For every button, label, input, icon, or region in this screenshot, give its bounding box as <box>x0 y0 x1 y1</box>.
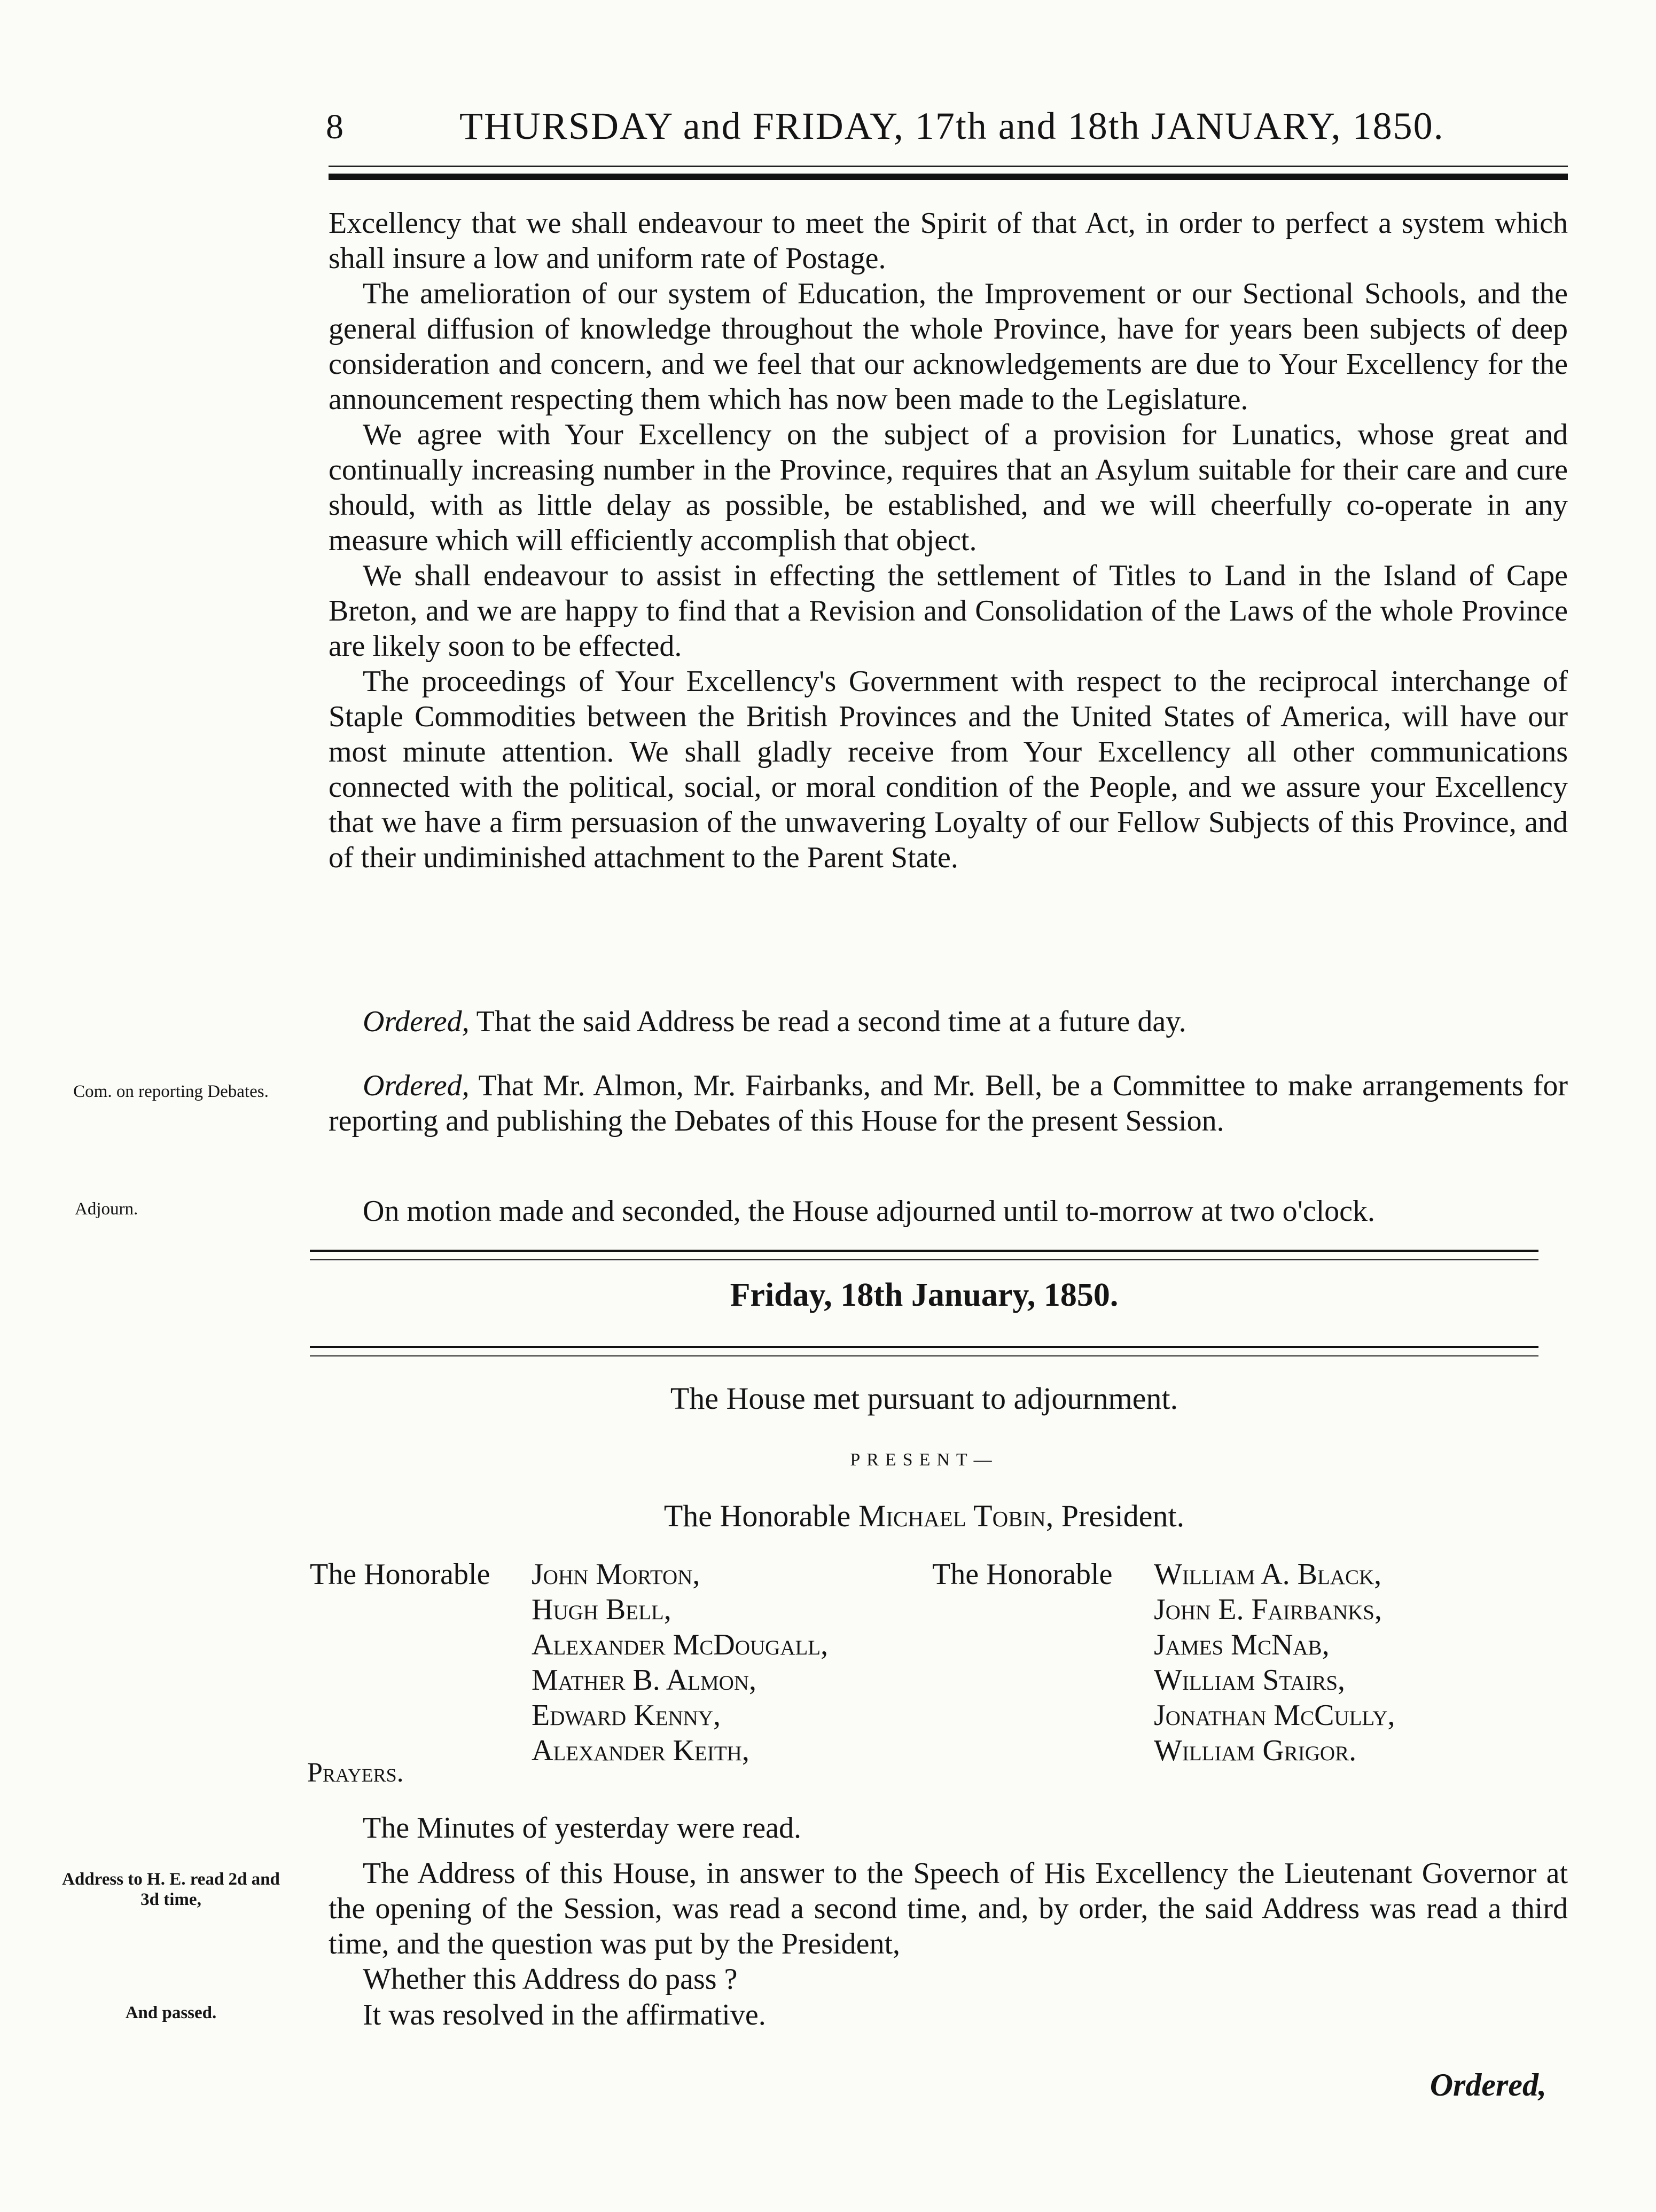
honorable-right: The Honorable <box>932 1558 1113 1591</box>
question-text: Whether this Address do pass ? <box>363 1963 738 1996</box>
president-title: President. <box>1061 1499 1185 1533</box>
address-paragraph: We agree with Your Excellency on the subject of a provision for Lunatics, whose great and continually increasing number in the Province, requires that an Asylum suitable for their care and cure should, with as little delay as possible, be established, and we will cheerfully co-operate in any measure which will efficiently accomplish that object. <box>329 418 1568 557</box>
order-text: That the said Address be read a second time at a future day. <box>476 1005 1186 1038</box>
honorable: The Honorable <box>663 1499 851 1533</box>
resolved <box>329 1997 1568 2033</box>
honorable-left: The Honorable <box>310 1558 490 1591</box>
member-name: Alexander McDougall, <box>532 1628 829 1661</box>
minutes-text: The Minutes of yesterday were read. <box>363 1811 801 1845</box>
member-name: Mather B. Almon, <box>532 1664 756 1697</box>
member-name: Edward Kenny, <box>532 1699 721 1732</box>
address-reading-text: The Address of this House, in answer to the Speech of His Excellency the Lieutenant Governor at the opening of the Session, was read a second time, and, by order, the said Address was read a third time, and the question was put by the President, <box>329 1857 1568 1960</box>
president-name: Michael Tobin <box>858 1499 1046 1533</box>
member-name: William Stairs, <box>1154 1664 1346 1697</box>
header-rule-thin <box>329 166 1568 167</box>
member-name: John Morton, <box>532 1558 700 1591</box>
address-paragraph: We shall endeavour to assist in effecting the settlement of Titles to Land in the Island of Cape Breton, and we are happy to find that a Revision and Consolidation of the Laws of the whole Province are likely soon to be effected. <box>329 559 1568 663</box>
prayers: Prayers. <box>307 1758 404 1788</box>
president-line: The Honorable Michael Tobin, President. <box>663 1499 1185 1533</box>
margin-note-passed: And passed. <box>125 2003 217 2022</box>
margin-note-address: Address to H. E. read 2d and 3d time, <box>62 1870 280 1909</box>
member-name: William Grigor. <box>1154 1734 1357 1767</box>
address-continuation <box>329 206 1568 875</box>
order-adjourn <box>329 1194 1568 1229</box>
member-name: James McNab, <box>1154 1628 1330 1661</box>
section-rule <box>310 1250 1538 1260</box>
friday-heading: Friday, 18th January, 1850. <box>730 1277 1119 1313</box>
catchword: Ordered, <box>1430 2067 1546 2103</box>
members-right <box>1154 1557 1395 1768</box>
member-name: John E. Fairbanks, <box>1154 1593 1382 1626</box>
margin-note-adjourn: Adjourn. <box>75 1199 138 1219</box>
header-rule-thick <box>329 174 1568 180</box>
order-committee <box>329 1068 1568 1139</box>
minutes-read <box>329 1810 1568 1846</box>
resolved-text: It was resolved in the affirmative. <box>363 1998 766 2031</box>
address-paragraph: The proceedings of Your Excellency's Government with respect to the reciprocal interchange of Staple Commodities between the British Provinces and the United States of America, will have our most minute attention. We shall gladly receive from Your Excellency all other communications connected with the political, social, or moral condition of the People, and we assure your Excellency that we have a firm persuasion of the unwavering Loyalty of our Fellow Subjects of this Province, and of their undiminished attachment to the Parent State. <box>329 665 1568 874</box>
running-head: THURSDAY and FRIDAY, 17th and 18th JANUARY, 1850. <box>459 105 1444 147</box>
margin-note-committee: Com. on reporting Debates. <box>73 1082 269 1101</box>
ordered-word: Ordered, <box>363 1005 470 1038</box>
section-rule <box>310 1346 1538 1356</box>
address-paragraph: Excellency that we shall endeavour to meet the Spirit of that Act, in order to perfect a system which shall insure a low and uniform rate of Postage. <box>329 207 1568 275</box>
order-second-reading <box>329 1004 1568 1039</box>
house-met: The House met pursuant to adjournment. <box>670 1381 1178 1416</box>
adjourn-text: On motion made and seconded, the House adjourned until to-morrow at two o'clock. <box>363 1195 1375 1228</box>
member-name: William A. Black, <box>1154 1558 1382 1591</box>
address-paragraph: The amelioration of our system of Education, the Improvement or our Sectional Schools, and the general diffusion of knowledge throughout the whole Province, have for years been subjects of deep consideration and concern, and we feel that our acknowledgements are due to Your Excellency for the announcement respecting them which has now been made to the Legislature. <box>329 277 1568 416</box>
order-text: That Mr. Almon, Mr. Fairbanks, and Mr. Bell, be a Committee to make arrangements for reporting and publishing the Debates of this House for the present Session. <box>329 1069 1568 1138</box>
address-reading <box>329 1856 1568 1997</box>
page-number: 8 <box>326 107 343 146</box>
members-left <box>532 1557 828 1768</box>
member-name: Alexander Keith, <box>532 1734 749 1767</box>
present-label: PRESENT— <box>850 1450 998 1470</box>
ordered-word: Ordered, <box>363 1069 470 1102</box>
member-name: Jonathan McCully, <box>1154 1699 1395 1732</box>
member-name: Hugh Bell, <box>532 1593 671 1626</box>
